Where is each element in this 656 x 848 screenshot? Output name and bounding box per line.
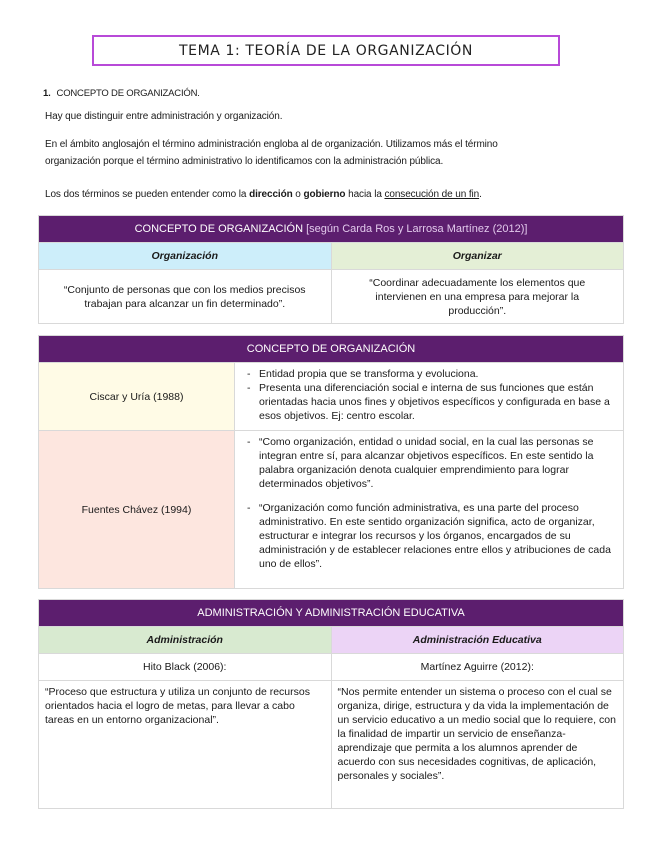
section-number: 1. <box>43 88 51 99</box>
term-consecucion: consecución de un fin <box>384 189 480 200</box>
authors-table <box>38 335 624 589</box>
term-direccion: dirección <box>249 189 293 200</box>
administracion-definition: “Proceso que estructura y utiliza un conjunto de recursos orientados hacia el logro de metas, para llevar a cabo tareas en un entorno organizacional”. <box>39 681 332 809</box>
section-title: CONCEPTO DE ORGANIZACIÓN. <box>56 88 200 99</box>
authors-table-header: CONCEPTO DE ORGANIZACIÓN <box>39 336 624 363</box>
organizacion-definition: “Conjunto de personas que con los medios precisos trabajan para alcanzar un fin determinado”. <box>39 270 332 324</box>
list-item: - “Organización como función administrativa, es una parte del proceso administrativo. En este sentido organización significa, acto de organizar, estructurar e integrar los recursos y los órganos, encargados de su administración y de establecer relaciones entre ellos y atribuciones de cada uno de ellos”. <box>259 501 617 571</box>
organizar-definition: “Coordinar adecuadamente los elementos que intervienen en una empresa para mejorar la producción”. <box>331 270 624 324</box>
intro-line-2: En el ámbito anglosajón el término administración engloba al de organización. Utilizamos más el término <box>45 139 498 150</box>
author-ciscar-uria-definition <box>235 363 624 431</box>
author-fuentes-chavez-definition <box>235 431 624 589</box>
administration-table-header: ADMINISTRACIÓN Y ADMINISTRACIÓN EDUCATIVA <box>39 600 624 627</box>
author-ciscar-uria: Ciscar y Uría (1988) <box>39 363 235 431</box>
organizar-col-title: Organizar <box>331 243 624 270</box>
term-gobierno: gobierno <box>303 189 346 200</box>
intro-line-3: organización porque el término administrativo lo identificamos con la administración pública. <box>45 156 444 167</box>
author-hito-black: Hito Black (2006): <box>39 654 332 681</box>
page-title: TEMA 1: TEORÍA DE LA ORGANIZACIÓN <box>92 35 560 66</box>
list-item: - Presenta una diferenciación social e interna de sus funciones que están orientadas hacia unos fines y objetivos específicos y configurada en base a esos objetivos. Ej: centro escolar. <box>259 381 617 423</box>
intro-text: o <box>292 189 304 200</box>
administracion-educativa-col-title: Administración Educativa <box>331 627 624 654</box>
section-heading <box>43 88 200 99</box>
author-martinez-aguirre: Martínez Aguirre (2012): <box>331 654 624 681</box>
administracion-col-title: Administración <box>39 627 332 654</box>
administracion-educativa-definition: “Nos permite entender un sistema o proceso con el cual se organiza, dirige, estructura y da vida la implementación de un servicio educativo a un medio social que lo requiere, con la finalidad de impartir un servicio de enseñanza- aprendizaje que permita a los alumnos aprender de acuerdo con sus necesidades cognitivas, de aplicación, personales y sociales”. <box>331 681 624 809</box>
intro-text: . <box>479 189 482 200</box>
concept-table <box>38 215 624 324</box>
concept-table-header <box>39 216 624 243</box>
administration-table <box>38 599 624 809</box>
author-fuentes-chavez: Fuentes Chávez (1994) <box>39 431 235 589</box>
intro-text: Los dos términos se pueden entender como la <box>45 189 250 200</box>
list-item: - Entidad propia que se transforma y evoluciona. <box>259 367 617 381</box>
concept-table-title: CONCEPTO DE ORGANIZACIÓN <box>134 223 304 235</box>
intro-line-4 <box>45 186 482 203</box>
concept-table-source: [según Carda Ros y Larrosa Martínez (2012)] <box>306 223 528 235</box>
organizacion-col-title: Organización <box>39 243 332 270</box>
intro-text: hacia la <box>345 189 385 200</box>
intro-line-1: Hay que distinguir entre administración y organización. <box>45 111 283 122</box>
list-item: - “Como organización, entidad o unidad social, en la cual las personas se integran entre sí, para alcanzar objetivos específicos. En este sentido la palabra organización denota cualquier emprendimiento para lograr determinados objetivos”. <box>259 435 617 491</box>
